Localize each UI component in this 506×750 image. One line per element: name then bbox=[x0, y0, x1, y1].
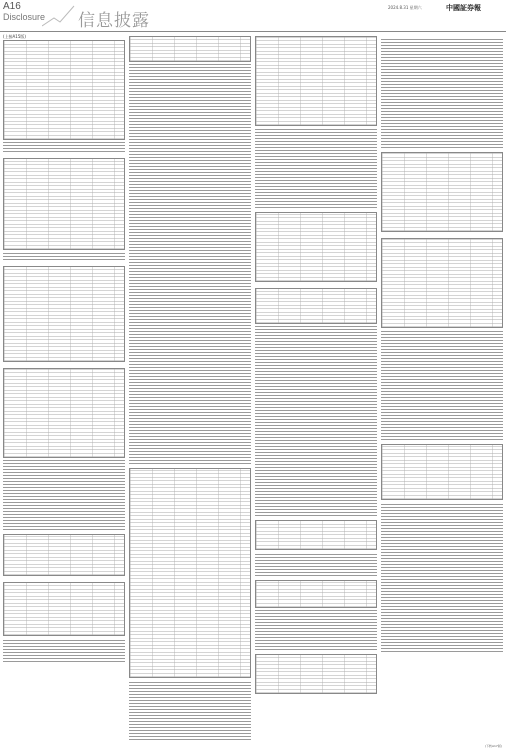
data-table bbox=[255, 212, 377, 282]
column-3 bbox=[255, 36, 377, 694]
text-block bbox=[381, 38, 503, 148]
data-table bbox=[381, 238, 503, 328]
text-block bbox=[255, 610, 377, 650]
text-block bbox=[255, 128, 377, 208]
continued-label: (上接A15版) bbox=[3, 34, 26, 39]
data-table bbox=[255, 654, 377, 694]
column-4 bbox=[381, 36, 503, 654]
data-table bbox=[255, 36, 377, 126]
data-table bbox=[381, 152, 503, 232]
data-table bbox=[255, 520, 377, 550]
header-rule bbox=[0, 31, 506, 32]
data-table bbox=[255, 580, 377, 608]
section-english: Disclosure bbox=[3, 12, 46, 22]
text-block bbox=[255, 326, 377, 516]
text-block bbox=[3, 460, 125, 530]
page-title: 信息披露 bbox=[78, 11, 150, 31]
text-block bbox=[381, 330, 503, 440]
section-code: A16 bbox=[3, 1, 21, 12]
data-table bbox=[3, 534, 125, 576]
text-block bbox=[129, 680, 251, 740]
data-table bbox=[3, 582, 125, 636]
data-table bbox=[129, 36, 251, 62]
text-block bbox=[3, 142, 125, 152]
data-table bbox=[3, 368, 125, 458]
masthead-logo: 中國証券報 bbox=[446, 3, 481, 12]
text-block bbox=[381, 502, 503, 652]
issue-date: 2024.8.31 星期六 bbox=[388, 5, 422, 10]
column-2 bbox=[129, 36, 251, 742]
column-1 bbox=[3, 36, 125, 664]
data-table bbox=[3, 266, 125, 362]
text-block bbox=[129, 64, 251, 464]
data-table bbox=[129, 468, 251, 678]
data-table bbox=[255, 288, 377, 324]
text-block bbox=[255, 552, 377, 576]
decor-line-icon bbox=[42, 4, 76, 28]
page-header bbox=[0, 0, 506, 32]
text-block bbox=[3, 252, 125, 260]
continued-footer: (下转A17版) bbox=[484, 744, 502, 748]
data-table bbox=[3, 158, 125, 250]
data-table bbox=[381, 444, 503, 500]
data-table bbox=[3, 40, 125, 140]
text-block bbox=[3, 638, 125, 662]
